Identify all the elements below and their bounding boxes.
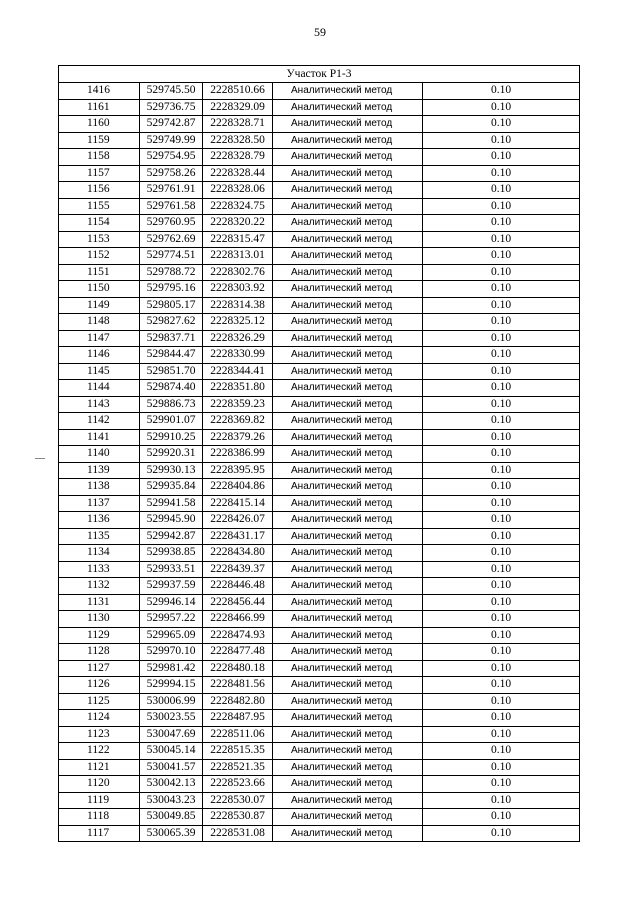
table-row xyxy=(59,314,580,331)
y-coordinate-cell: 2228510.66 xyxy=(203,83,273,100)
x-coordinate-cell: 530045.14 xyxy=(140,743,203,760)
x-coordinate-cell: 529935.84 xyxy=(140,479,203,496)
y-coordinate-cell: 2228480.18 xyxy=(203,660,273,677)
point-number-cell: 1159 xyxy=(59,132,140,149)
error-cell: 0.10 xyxy=(423,413,580,430)
error-cell: 0.10 xyxy=(423,693,580,710)
y-coordinate-cell: 2228511.06 xyxy=(203,726,273,743)
point-number-cell: 1151 xyxy=(59,264,140,281)
y-coordinate-cell: 2228446.48 xyxy=(203,578,273,595)
method-cell: Аналитический метод xyxy=(273,165,423,182)
method-cell: Аналитический метод xyxy=(273,363,423,380)
y-coordinate-cell: 2228515.35 xyxy=(203,743,273,760)
x-coordinate-cell: 529937.59 xyxy=(140,578,203,595)
table-row xyxy=(59,413,580,430)
x-coordinate-cell: 529827.62 xyxy=(140,314,203,331)
point-number-cell: 1132 xyxy=(59,578,140,595)
method-cell: Аналитический метод xyxy=(273,132,423,149)
table-row xyxy=(59,578,580,595)
method-cell: Аналитический метод xyxy=(273,528,423,545)
point-number-cell: 1119 xyxy=(59,792,140,809)
table-row xyxy=(59,462,580,479)
point-number-cell: 1133 xyxy=(59,561,140,578)
method-cell: Аналитический метод xyxy=(273,512,423,529)
error-cell: 0.10 xyxy=(423,198,580,215)
x-coordinate-cell: 530047.69 xyxy=(140,726,203,743)
error-cell: 0.10 xyxy=(423,743,580,760)
error-cell: 0.10 xyxy=(423,710,580,727)
x-coordinate-cell: 529760.95 xyxy=(140,215,203,232)
point-number-cell: 1156 xyxy=(59,182,140,199)
point-number-cell: 1129 xyxy=(59,627,140,644)
point-number-cell: 1128 xyxy=(59,644,140,661)
method-cell: Аналитический метод xyxy=(273,231,423,248)
table-row xyxy=(59,759,580,776)
error-cell: 0.10 xyxy=(423,825,580,842)
error-cell: 0.10 xyxy=(423,726,580,743)
x-coordinate-cell: 529754.95 xyxy=(140,149,203,166)
method-cell: Аналитический метод xyxy=(273,198,423,215)
point-number-cell: 1153 xyxy=(59,231,140,248)
table-row xyxy=(59,347,580,364)
method-cell: Аналитический метод xyxy=(273,743,423,760)
method-cell: Аналитический метод xyxy=(273,281,423,298)
table-row xyxy=(59,710,580,727)
error-cell: 0.10 xyxy=(423,578,580,595)
point-number-cell: 1160 xyxy=(59,116,140,133)
method-cell: Аналитический метод xyxy=(273,677,423,694)
error-cell: 0.10 xyxy=(423,248,580,265)
y-coordinate-cell: 2228404.86 xyxy=(203,479,273,496)
table-row xyxy=(59,743,580,760)
x-coordinate-cell: 529994.15 xyxy=(140,677,203,694)
method-cell: Аналитический метод xyxy=(273,264,423,281)
error-cell: 0.10 xyxy=(423,495,580,512)
table-row xyxy=(59,330,580,347)
error-cell: 0.10 xyxy=(423,297,580,314)
error-cell: 0.10 xyxy=(423,545,580,562)
section-title: Участок Р1-3 xyxy=(58,65,580,82)
error-cell: 0.10 xyxy=(423,429,580,446)
table-row xyxy=(59,726,580,743)
y-coordinate-cell: 2228351.80 xyxy=(203,380,273,397)
table-body xyxy=(59,83,580,842)
x-coordinate-cell: 529981.42 xyxy=(140,660,203,677)
x-coordinate-cell: 530043.23 xyxy=(140,792,203,809)
y-coordinate-cell: 2228474.93 xyxy=(203,627,273,644)
y-coordinate-cell: 2228326.29 xyxy=(203,330,273,347)
y-coordinate-cell: 2228426.07 xyxy=(203,512,273,529)
point-number-cell: 1141 xyxy=(59,429,140,446)
point-number-cell: 1122 xyxy=(59,743,140,760)
y-coordinate-cell: 2228481.56 xyxy=(203,677,273,694)
x-coordinate-cell: 529745.50 xyxy=(140,83,203,100)
x-coordinate-cell: 530065.39 xyxy=(140,825,203,842)
method-cell: Аналитический метод xyxy=(273,479,423,496)
error-cell: 0.10 xyxy=(423,759,580,776)
method-cell: Аналитический метод xyxy=(273,182,423,199)
error-cell: 0.10 xyxy=(423,165,580,182)
y-coordinate-cell: 2228303.92 xyxy=(203,281,273,298)
table-row xyxy=(59,165,580,182)
point-number-cell: 1118 xyxy=(59,809,140,826)
x-coordinate-cell: 529762.69 xyxy=(140,231,203,248)
x-coordinate-cell: 529758.26 xyxy=(140,165,203,182)
coordinates-table-container xyxy=(58,65,580,842)
y-coordinate-cell: 2228395.95 xyxy=(203,462,273,479)
point-number-cell: 1150 xyxy=(59,281,140,298)
x-coordinate-cell: 529736.75 xyxy=(140,99,203,116)
table-row xyxy=(59,644,580,661)
y-coordinate-cell: 2228487.95 xyxy=(203,710,273,727)
table-row xyxy=(59,99,580,116)
method-cell: Аналитический метод xyxy=(273,248,423,265)
point-number-cell: 1131 xyxy=(59,594,140,611)
error-cell: 0.10 xyxy=(423,264,580,281)
method-cell: Аналитический метод xyxy=(273,396,423,413)
table-row xyxy=(59,116,580,133)
error-cell: 0.10 xyxy=(423,479,580,496)
y-coordinate-cell: 2228329.09 xyxy=(203,99,273,116)
table-row xyxy=(59,380,580,397)
point-number-cell: 1139 xyxy=(59,462,140,479)
x-coordinate-cell: 529837.71 xyxy=(140,330,203,347)
point-number-cell: 1142 xyxy=(59,413,140,430)
point-number-cell: 1134 xyxy=(59,545,140,562)
error-cell: 0.10 xyxy=(423,380,580,397)
point-number-cell: 1138 xyxy=(59,479,140,496)
x-coordinate-cell: 529942.87 xyxy=(140,528,203,545)
point-number-cell: 1154 xyxy=(59,215,140,232)
error-cell: 0.10 xyxy=(423,116,580,133)
x-coordinate-cell: 529945.90 xyxy=(140,512,203,529)
point-number-cell: 1144 xyxy=(59,380,140,397)
table-row xyxy=(59,528,580,545)
x-coordinate-cell: 529970.10 xyxy=(140,644,203,661)
y-coordinate-cell: 2228302.76 xyxy=(203,264,273,281)
y-coordinate-cell: 2228320.22 xyxy=(203,215,273,232)
coordinates-table xyxy=(58,82,580,842)
point-number-cell: 1136 xyxy=(59,512,140,529)
table-row xyxy=(59,231,580,248)
method-cell: Аналитический метод xyxy=(273,297,423,314)
point-number-cell: 1145 xyxy=(59,363,140,380)
error-cell: 0.10 xyxy=(423,660,580,677)
point-number-cell: 1135 xyxy=(59,528,140,545)
table-row xyxy=(59,545,580,562)
method-cell: Аналитический метод xyxy=(273,413,423,430)
x-coordinate-cell: 529930.13 xyxy=(140,462,203,479)
error-cell: 0.10 xyxy=(423,132,580,149)
x-coordinate-cell: 529874.40 xyxy=(140,380,203,397)
method-cell: Аналитический метод xyxy=(273,611,423,628)
point-number-cell: 1130 xyxy=(59,611,140,628)
table-row xyxy=(59,495,580,512)
error-cell: 0.10 xyxy=(423,561,580,578)
x-coordinate-cell: 529749.99 xyxy=(140,132,203,149)
error-cell: 0.10 xyxy=(423,215,580,232)
error-cell: 0.10 xyxy=(423,792,580,809)
y-coordinate-cell: 2228325.12 xyxy=(203,314,273,331)
error-cell: 0.10 xyxy=(423,611,580,628)
x-coordinate-cell: 529844.47 xyxy=(140,347,203,364)
y-coordinate-cell: 2228477.48 xyxy=(203,644,273,661)
y-coordinate-cell: 2228328.50 xyxy=(203,132,273,149)
x-coordinate-cell: 529910.25 xyxy=(140,429,203,446)
error-cell: 0.10 xyxy=(423,347,580,364)
error-cell: 0.10 xyxy=(423,231,580,248)
error-cell: 0.10 xyxy=(423,182,580,199)
error-cell: 0.10 xyxy=(423,83,580,100)
error-cell: 0.10 xyxy=(423,149,580,166)
y-coordinate-cell: 2228328.71 xyxy=(203,116,273,133)
method-cell: Аналитический метод xyxy=(273,594,423,611)
method-cell: Аналитический метод xyxy=(273,545,423,562)
table-row xyxy=(59,561,580,578)
method-cell: Аналитический метод xyxy=(273,809,423,826)
point-number-cell: 1124 xyxy=(59,710,140,727)
method-cell: Аналитический метод xyxy=(273,825,423,842)
table-row xyxy=(59,809,580,826)
error-cell: 0.10 xyxy=(423,462,580,479)
y-coordinate-cell: 2228482.80 xyxy=(203,693,273,710)
x-coordinate-cell: 529901.07 xyxy=(140,413,203,430)
point-number-cell: 1155 xyxy=(59,198,140,215)
method-cell: Аналитический метод xyxy=(273,83,423,100)
point-number-cell: 1147 xyxy=(59,330,140,347)
table-row xyxy=(59,776,580,793)
point-number-cell: 1152 xyxy=(59,248,140,265)
method-cell: Аналитический метод xyxy=(273,776,423,793)
x-coordinate-cell: 529795.16 xyxy=(140,281,203,298)
method-cell: Аналитический метод xyxy=(273,759,423,776)
table-row xyxy=(59,264,580,281)
x-coordinate-cell: 529946.14 xyxy=(140,594,203,611)
y-coordinate-cell: 2228330.99 xyxy=(203,347,273,364)
table-row xyxy=(59,215,580,232)
error-cell: 0.10 xyxy=(423,396,580,413)
point-number-cell: 1127 xyxy=(59,660,140,677)
point-number-cell: 1140 xyxy=(59,446,140,463)
table-row xyxy=(59,297,580,314)
x-coordinate-cell: 529805.17 xyxy=(140,297,203,314)
method-cell: Аналитический метод xyxy=(273,446,423,463)
method-cell: Аналитический метод xyxy=(273,561,423,578)
table-row xyxy=(59,792,580,809)
y-coordinate-cell: 2228523.66 xyxy=(203,776,273,793)
y-coordinate-cell: 2228439.37 xyxy=(203,561,273,578)
table-row xyxy=(59,83,580,100)
method-cell: Аналитический метод xyxy=(273,710,423,727)
method-cell: Аналитический метод xyxy=(273,726,423,743)
error-cell: 0.10 xyxy=(423,644,580,661)
error-cell: 0.10 xyxy=(423,512,580,529)
y-coordinate-cell: 2228415.14 xyxy=(203,495,273,512)
x-coordinate-cell: 529938.85 xyxy=(140,545,203,562)
y-coordinate-cell: 2228313.01 xyxy=(203,248,273,265)
y-coordinate-cell: 2228344.41 xyxy=(203,363,273,380)
table-row xyxy=(59,429,580,446)
x-coordinate-cell: 529957.22 xyxy=(140,611,203,628)
x-coordinate-cell: 529761.58 xyxy=(140,198,203,215)
method-cell: Аналитический метод xyxy=(273,429,423,446)
error-cell: 0.10 xyxy=(423,809,580,826)
x-coordinate-cell: 530006.99 xyxy=(140,693,203,710)
point-number-cell: 1126 xyxy=(59,677,140,694)
x-coordinate-cell: 529761.91 xyxy=(140,182,203,199)
point-number-cell: 1157 xyxy=(59,165,140,182)
table-row xyxy=(59,281,580,298)
y-coordinate-cell: 2228521.35 xyxy=(203,759,273,776)
point-number-cell: 1143 xyxy=(59,396,140,413)
scan-mark xyxy=(35,458,45,459)
table-row xyxy=(59,627,580,644)
point-number-cell: 1149 xyxy=(59,297,140,314)
y-coordinate-cell: 2228314.38 xyxy=(203,297,273,314)
error-cell: 0.10 xyxy=(423,363,580,380)
error-cell: 0.10 xyxy=(423,330,580,347)
y-coordinate-cell: 2228324.75 xyxy=(203,198,273,215)
y-coordinate-cell: 2228386.99 xyxy=(203,446,273,463)
x-coordinate-cell: 529933.51 xyxy=(140,561,203,578)
y-coordinate-cell: 2228328.79 xyxy=(203,149,273,166)
y-coordinate-cell: 2228328.44 xyxy=(203,165,273,182)
table-row xyxy=(59,611,580,628)
x-coordinate-cell: 529788.72 xyxy=(140,264,203,281)
point-number-cell: 1117 xyxy=(59,825,140,842)
method-cell: Аналитический метод xyxy=(273,215,423,232)
point-number-cell: 1125 xyxy=(59,693,140,710)
method-cell: Аналитический метод xyxy=(273,495,423,512)
table-row xyxy=(59,660,580,677)
table-row xyxy=(59,132,580,149)
point-number-cell: 1146 xyxy=(59,347,140,364)
point-number-cell: 1120 xyxy=(59,776,140,793)
method-cell: Аналитический метод xyxy=(273,578,423,595)
table-row xyxy=(59,396,580,413)
error-cell: 0.10 xyxy=(423,528,580,545)
table-row xyxy=(59,198,580,215)
error-cell: 0.10 xyxy=(423,776,580,793)
y-coordinate-cell: 2228456.44 xyxy=(203,594,273,611)
y-coordinate-cell: 2228530.87 xyxy=(203,809,273,826)
method-cell: Аналитический метод xyxy=(273,792,423,809)
method-cell: Аналитический метод xyxy=(273,116,423,133)
method-cell: Аналитический метод xyxy=(273,330,423,347)
table-row xyxy=(59,594,580,611)
method-cell: Аналитический метод xyxy=(273,99,423,116)
x-coordinate-cell: 529886.73 xyxy=(140,396,203,413)
error-cell: 0.10 xyxy=(423,314,580,331)
table-row xyxy=(59,446,580,463)
method-cell: Аналитический метод xyxy=(273,644,423,661)
y-coordinate-cell: 2228379.26 xyxy=(203,429,273,446)
error-cell: 0.10 xyxy=(423,594,580,611)
method-cell: Аналитический метод xyxy=(273,380,423,397)
error-cell: 0.10 xyxy=(423,99,580,116)
table-row xyxy=(59,363,580,380)
method-cell: Аналитический метод xyxy=(273,347,423,364)
table-row xyxy=(59,182,580,199)
x-coordinate-cell: 529851.70 xyxy=(140,363,203,380)
y-coordinate-cell: 2228369.82 xyxy=(203,413,273,430)
y-coordinate-cell: 2228431.17 xyxy=(203,528,273,545)
y-coordinate-cell: 2228531.08 xyxy=(203,825,273,842)
point-number-cell: 1123 xyxy=(59,726,140,743)
x-coordinate-cell: 529774.51 xyxy=(140,248,203,265)
table-row xyxy=(59,693,580,710)
x-coordinate-cell: 529965.09 xyxy=(140,627,203,644)
table-row xyxy=(59,677,580,694)
y-coordinate-cell: 2228359.23 xyxy=(203,396,273,413)
page-number: 59 xyxy=(314,25,326,39)
table-row xyxy=(59,512,580,529)
method-cell: Аналитический метод xyxy=(273,627,423,644)
point-number-cell: 1137 xyxy=(59,495,140,512)
x-coordinate-cell: 529920.31 xyxy=(140,446,203,463)
error-cell: 0.10 xyxy=(423,677,580,694)
table-row xyxy=(59,149,580,166)
x-coordinate-cell: 530023.55 xyxy=(140,710,203,727)
x-coordinate-cell: 530049.85 xyxy=(140,809,203,826)
point-number-cell: 1416 xyxy=(59,83,140,100)
method-cell: Аналитический метод xyxy=(273,462,423,479)
error-cell: 0.10 xyxy=(423,281,580,298)
point-number-cell: 1161 xyxy=(59,99,140,116)
y-coordinate-cell: 2228466.99 xyxy=(203,611,273,628)
table-row xyxy=(59,479,580,496)
x-coordinate-cell: 530042.13 xyxy=(140,776,203,793)
point-number-cell: 1121 xyxy=(59,759,140,776)
method-cell: Аналитический метод xyxy=(273,149,423,166)
point-number-cell: 1158 xyxy=(59,149,140,166)
y-coordinate-cell: 2228530.07 xyxy=(203,792,273,809)
method-cell: Аналитический метод xyxy=(273,314,423,331)
method-cell: Аналитический метод xyxy=(273,660,423,677)
table-row xyxy=(59,248,580,265)
point-number-cell: 1148 xyxy=(59,314,140,331)
method-cell: Аналитический метод xyxy=(273,693,423,710)
error-cell: 0.10 xyxy=(423,446,580,463)
y-coordinate-cell: 2228328.06 xyxy=(203,182,273,199)
x-coordinate-cell: 529742.87 xyxy=(140,116,203,133)
x-coordinate-cell: 530041.57 xyxy=(140,759,203,776)
table-row xyxy=(59,825,580,842)
x-coordinate-cell: 529941.58 xyxy=(140,495,203,512)
error-cell: 0.10 xyxy=(423,627,580,644)
y-coordinate-cell: 2228315.47 xyxy=(203,231,273,248)
y-coordinate-cell: 2228434.80 xyxy=(203,545,273,562)
